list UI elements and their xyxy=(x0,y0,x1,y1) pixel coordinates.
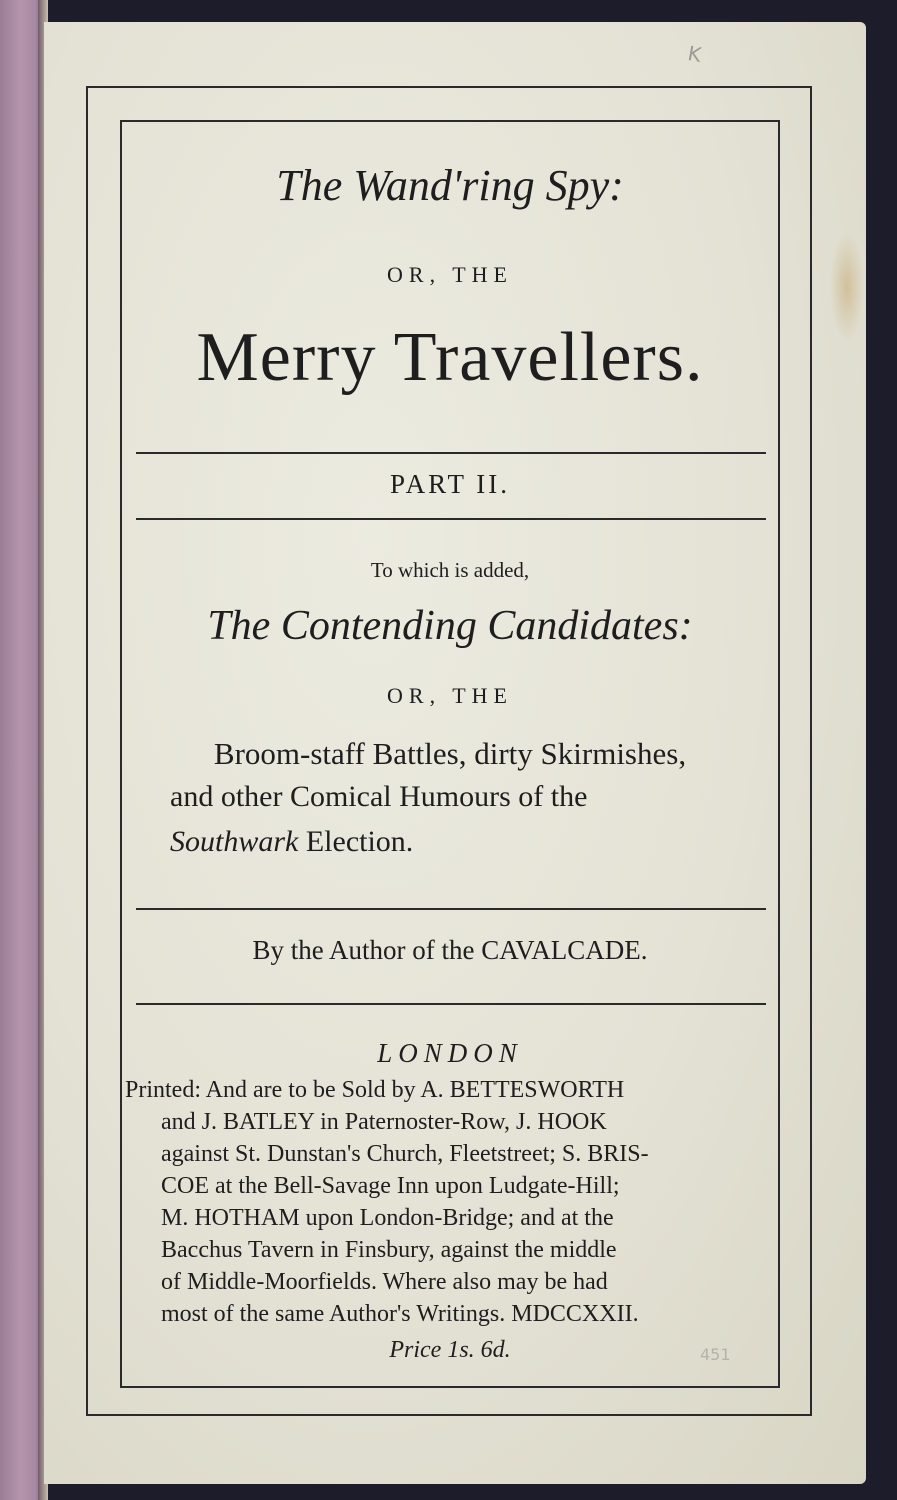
imprint-line-8: most of the same Author's Writings. MDCCXXII. xyxy=(161,1301,639,1327)
addition-subtitle-line2: and other Comical Humours of the xyxy=(170,780,588,813)
rule-divider-2 xyxy=(136,518,766,520)
election-word: Election. xyxy=(298,825,414,858)
imprint-line-2: and J. BATLEY in Paternoster-Row, J. HOOK xyxy=(161,1109,607,1135)
imprint-line-6: Bacchus Tavern in Finsbury, against the middle xyxy=(161,1237,617,1263)
rule-divider-1 xyxy=(136,452,766,454)
foxing-stain xyxy=(830,232,864,342)
imprint-city: LONDON xyxy=(377,1038,523,1068)
imprint-line-4: COE at the Bell-Savage Inn upon Ludgate-Hill; xyxy=(161,1173,620,1199)
place-name: Southwark xyxy=(170,825,299,858)
addition-or: OR, THE xyxy=(387,683,513,708)
rule-divider-4 xyxy=(136,1003,766,1005)
pencil-mark-bottom: 451 xyxy=(700,1345,731,1364)
addition-intro: To which is added, xyxy=(370,558,530,582)
rule-divider-3 xyxy=(136,908,766,910)
price: Price 1s. 6d. xyxy=(389,1337,511,1363)
pencil-mark-corner: K xyxy=(686,41,704,67)
addition-title: The Contending Candidates: xyxy=(207,603,693,649)
imprint-line-3: against St. Dunstan's Church, Fleetstreet; S. BRIS- xyxy=(161,1141,649,1167)
imprint-line-7: of Middle-Moorfields. Where also may be had xyxy=(161,1269,608,1295)
main-title-line1: The Wand'ring Spy: xyxy=(276,161,624,210)
author-credit: By the Author of the CAVALCADE. xyxy=(252,935,648,965)
main-title-or: OR, THE xyxy=(387,262,513,287)
addition-subtitle-line3 xyxy=(170,825,774,859)
imprint-line-5: M. HOTHAM upon London-Bridge; and at the xyxy=(161,1205,614,1231)
main-title-line3: Merry Travellers. xyxy=(196,319,704,396)
imprint-line-1: Printed: And are to be Sold by A. BETTESWORTH xyxy=(125,1077,625,1103)
addition-subtitle-line1: Broom-staff Battles, dirty Skirmishes, xyxy=(213,736,687,771)
part-number: PART II. xyxy=(390,469,510,499)
